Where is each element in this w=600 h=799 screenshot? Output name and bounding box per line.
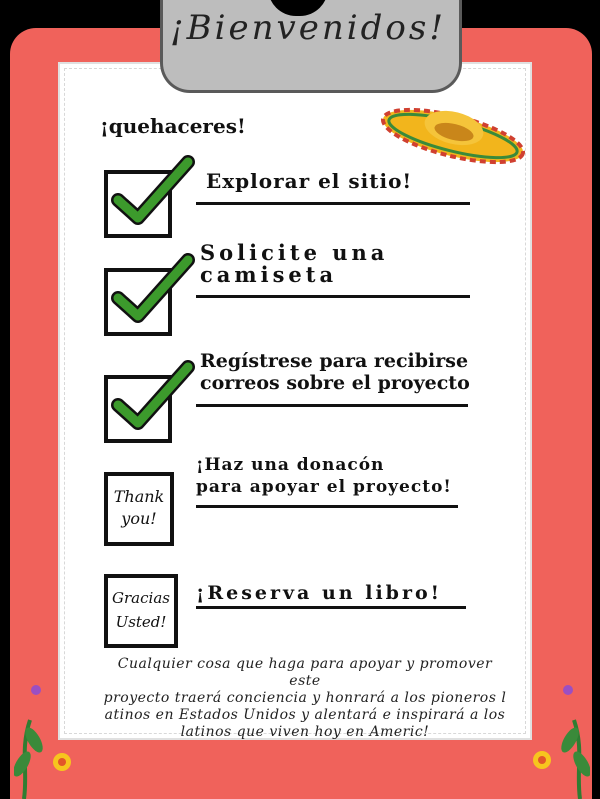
task-1-label: Explorar el sitio!	[206, 169, 413, 193]
task-2-label	[200, 242, 388, 286]
task-3-line-a: Regístrese para recibirse	[200, 350, 469, 372]
check-icon	[112, 363, 192, 433]
task-3-line	[196, 404, 468, 407]
task-4-line	[196, 505, 458, 508]
stamp-line-1: Thank	[113, 487, 165, 506]
gracias-stamp	[104, 574, 178, 648]
footer-line-1: Cualquier cosa que haga para apoyar y promover este	[117, 656, 493, 689]
stamp-line-2: Usted!	[115, 613, 167, 631]
task-5-label: ¡Reserva un libro!	[196, 582, 442, 604]
checkbox-3[interactable]	[104, 375, 172, 443]
check-icon	[112, 158, 192, 228]
task-5-line	[196, 606, 466, 609]
task-3-label	[200, 350, 470, 394]
footer-message	[100, 656, 510, 741]
checkbox-1[interactable]	[104, 170, 172, 238]
task-4-label	[196, 454, 452, 498]
task-3-line-b: correos sobre el proyecto	[200, 372, 470, 394]
flower-icon	[520, 660, 590, 799]
task-1-line	[196, 202, 470, 205]
checklist-heading: ¡quehaceres!	[100, 114, 246, 138]
check-icon	[112, 256, 192, 326]
thank-you-stamp	[104, 472, 174, 546]
stamp-line-1: Gracias	[112, 589, 170, 607]
stamp-line-2: you!	[121, 509, 157, 528]
task-2-line-b: camiseta	[200, 262, 338, 287]
task-4-line-a: ¡Haz una donacón	[196, 455, 385, 475]
task-2-line-a: Solicite una	[200, 240, 389, 265]
checkbox-2[interactable]	[104, 268, 172, 336]
task-2-line	[196, 295, 470, 298]
footer-line-2: proyecto traerá conciencia y honrará a los pioneros l	[103, 690, 507, 706]
footer-line-4: latinos que viven hoy en Americ!	[180, 724, 430, 740]
task-4-line-b: para apoyar el proyecto!	[196, 477, 452, 497]
sombrero-icon	[378, 88, 528, 168]
flower-icon	[14, 660, 84, 799]
footer-line-3: atinos en Estados Unidos y alentará e inspirará a los	[104, 707, 506, 723]
page-title: ¡Bienvenidos!	[170, 8, 446, 48]
